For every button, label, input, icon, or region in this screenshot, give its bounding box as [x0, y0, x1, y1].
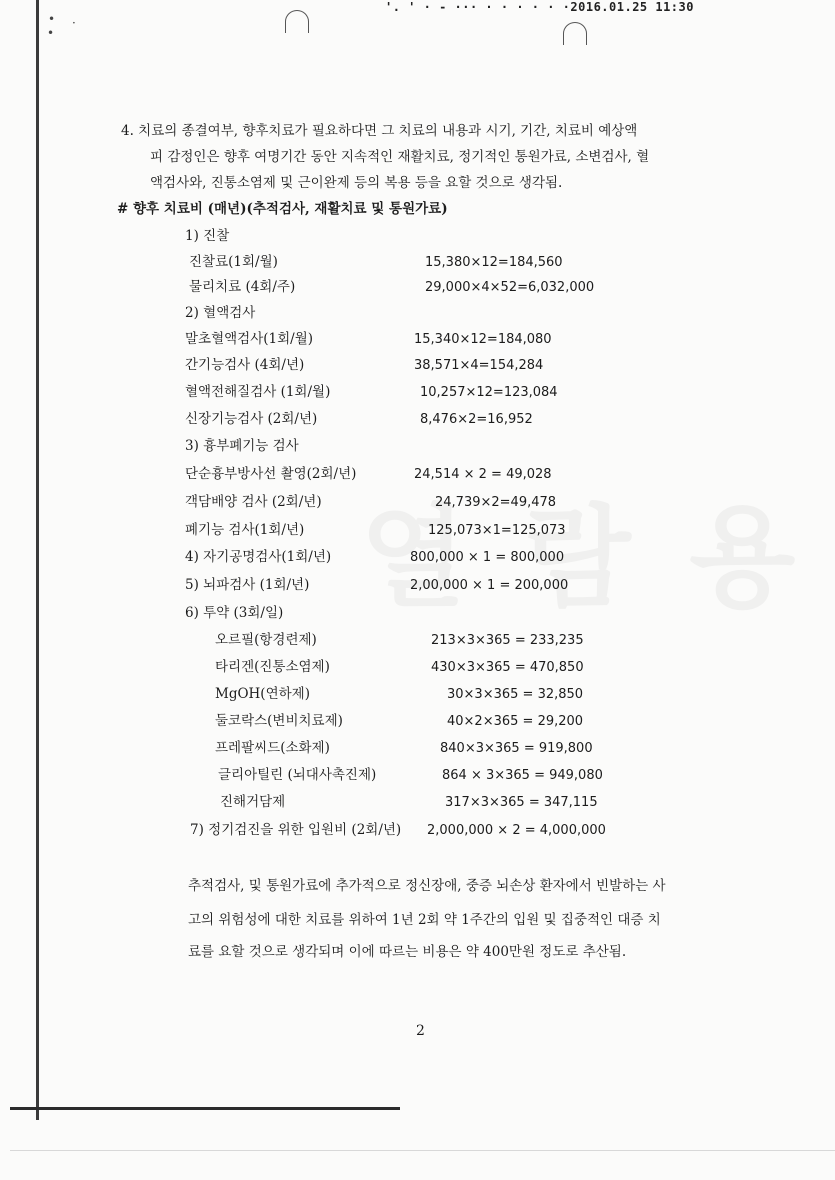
cost-item-value: 29,000×4×52=6,032,000 — [425, 280, 595, 295]
cost-item-label: 진해거담제 — [220, 794, 286, 810]
cost-item-value: 10,257×12=123,084 — [420, 385, 558, 400]
cost-item-value: 317×3×365 = 347,115 — [445, 795, 598, 810]
closing-line2: 고의 위험성에 대한 치료를 위하여 1년 2회 약 1주간의 입원 및 집중적인 대증 치 — [188, 912, 661, 928]
cost-item-label: 4) 자기공명검사(1회/년) — [185, 549, 332, 565]
cost-item-label: 프레팔씨드(소화제) — [215, 740, 330, 756]
cost-item-label: 혈액전해질검사 (1회/월) — [185, 384, 331, 400]
cost-item-label: 폐기능 검사(1회/년) — [185, 522, 305, 538]
section4-line2: 피 감정인은 향후 여명기간 동안 지속적인 재활치료, 정기적인 통원가료, 소변검사, 혈 — [150, 149, 650, 165]
closing-line3: 료를 요할 것으로 생각되며 이에 따르는 비용은 약 400만원 정도로 추산됨. — [188, 944, 627, 960]
cost-item-value: 2,000,000 × 2 = 4,000,000 — [427, 823, 606, 838]
cost-item-label: 진찰료(1회/월) — [189, 254, 278, 270]
cost-item-label: 7) 정기검진을 위한 입원비 (2회/년) — [190, 822, 402, 838]
cost-item-value: 30×3×365 = 32,850 — [447, 687, 584, 702]
cost-item-value: 24,739×2=49,478 — [435, 495, 557, 510]
cost-item-label: 객담배양 검사 (2회/년) — [185, 494, 322, 510]
cost-item-value: 24,514 × 2 = 49,028 — [414, 467, 552, 482]
scan-speck: • — [48, 12, 56, 26]
cost-item-value: 15,340×12=184,080 — [414, 332, 552, 347]
section4-line1: 4. 치료의 종결여부, 향후치료가 필요하다면 그 치료의 내용과 시기, 기간, 치료비 예상액 — [121, 123, 638, 139]
punch-hole-mark — [285, 10, 309, 33]
page-number: 2 — [416, 1023, 425, 1039]
cost-item-label: 타리겐(진통소염제) — [215, 659, 330, 675]
punch-hole-mark — [563, 22, 587, 45]
cost-item-value: 864 × 3×365 = 949,080 — [442, 768, 603, 783]
cost-item-label: 2) 혈액검사 — [185, 305, 256, 321]
cost-item-value: 38,571×4=154,284 — [414, 358, 544, 373]
section4-line3: 액검사와, 진통소염제 및 근이완제 등의 복용 등을 요할 것으로 생각됨. — [150, 175, 563, 191]
cost-item-label: 간기능검사 (4회/년) — [185, 357, 305, 373]
closing-line1: 추적검사, 및 통원가료에 추가적으로 정신장애, 중증 뇌손상 환자에서 빈발하는 사 — [188, 878, 666, 894]
cost-heading: # 향후 치료비 (매년)(추적검사, 재활치료 및 통원가료) — [117, 201, 448, 217]
cost-item-label: 5) 뇌파검사 (1회/년) — [185, 577, 310, 593]
cost-item-label: 신장기능검사 (2회/년) — [185, 411, 318, 427]
cost-item-value: 125,073×1=125,073 — [428, 523, 566, 538]
cost-item-label: 물리치료 (4회/주) — [189, 279, 296, 295]
watermark-stamp — [360, 467, 805, 628]
cost-item-label: 둘코락스(변비치료제) — [215, 713, 343, 729]
cost-item-label: 단순흉부방사선 촬영(2회/년) — [185, 466, 357, 482]
cost-item-label: MgOH(연하제) — [215, 686, 310, 702]
cost-item-label: 오르필(항경련제) — [215, 632, 317, 648]
cost-item-label: 6) 투약 (3회/일) — [185, 605, 284, 621]
cost-item-value: 800,000 × 1 = 800,000 — [410, 550, 565, 565]
scan-bottom-edge — [10, 1150, 835, 1151]
fax-header-line: '. ' · - ··· · · · · · ·2016.01.25 11:30 — [385, 0, 694, 14]
scan-speck: • — [47, 26, 55, 40]
cost-item-value: 15,380×12=184,560 — [425, 255, 563, 270]
cost-item-value: 430×3×365 = 470,850 — [431, 660, 584, 675]
scan-bottom-rule — [10, 1107, 400, 1110]
scan-left-edge — [36, 0, 39, 1120]
cost-item-label: 말초혈액검사(1회/월) — [185, 331, 313, 347]
cost-item-label: 3) 흉부폐기능 검사 — [185, 438, 299, 454]
cost-item-label: 글리아틸린 (뇌대사촉진제) — [218, 767, 377, 783]
cost-item-value: 40×2×365 = 29,200 — [447, 714, 584, 729]
cost-item-value: 213×3×365 = 233,235 — [431, 633, 584, 648]
cost-item-value: 8,476×2=16,952 — [420, 412, 533, 427]
cost-item-label: 1) 진찰 — [185, 228, 230, 244]
cost-item-value: 2,00,000 × 1 = 200,000 — [410, 578, 569, 593]
scan-speck: · — [72, 16, 76, 30]
cost-item-value: 840×3×365 = 919,800 — [440, 741, 593, 756]
